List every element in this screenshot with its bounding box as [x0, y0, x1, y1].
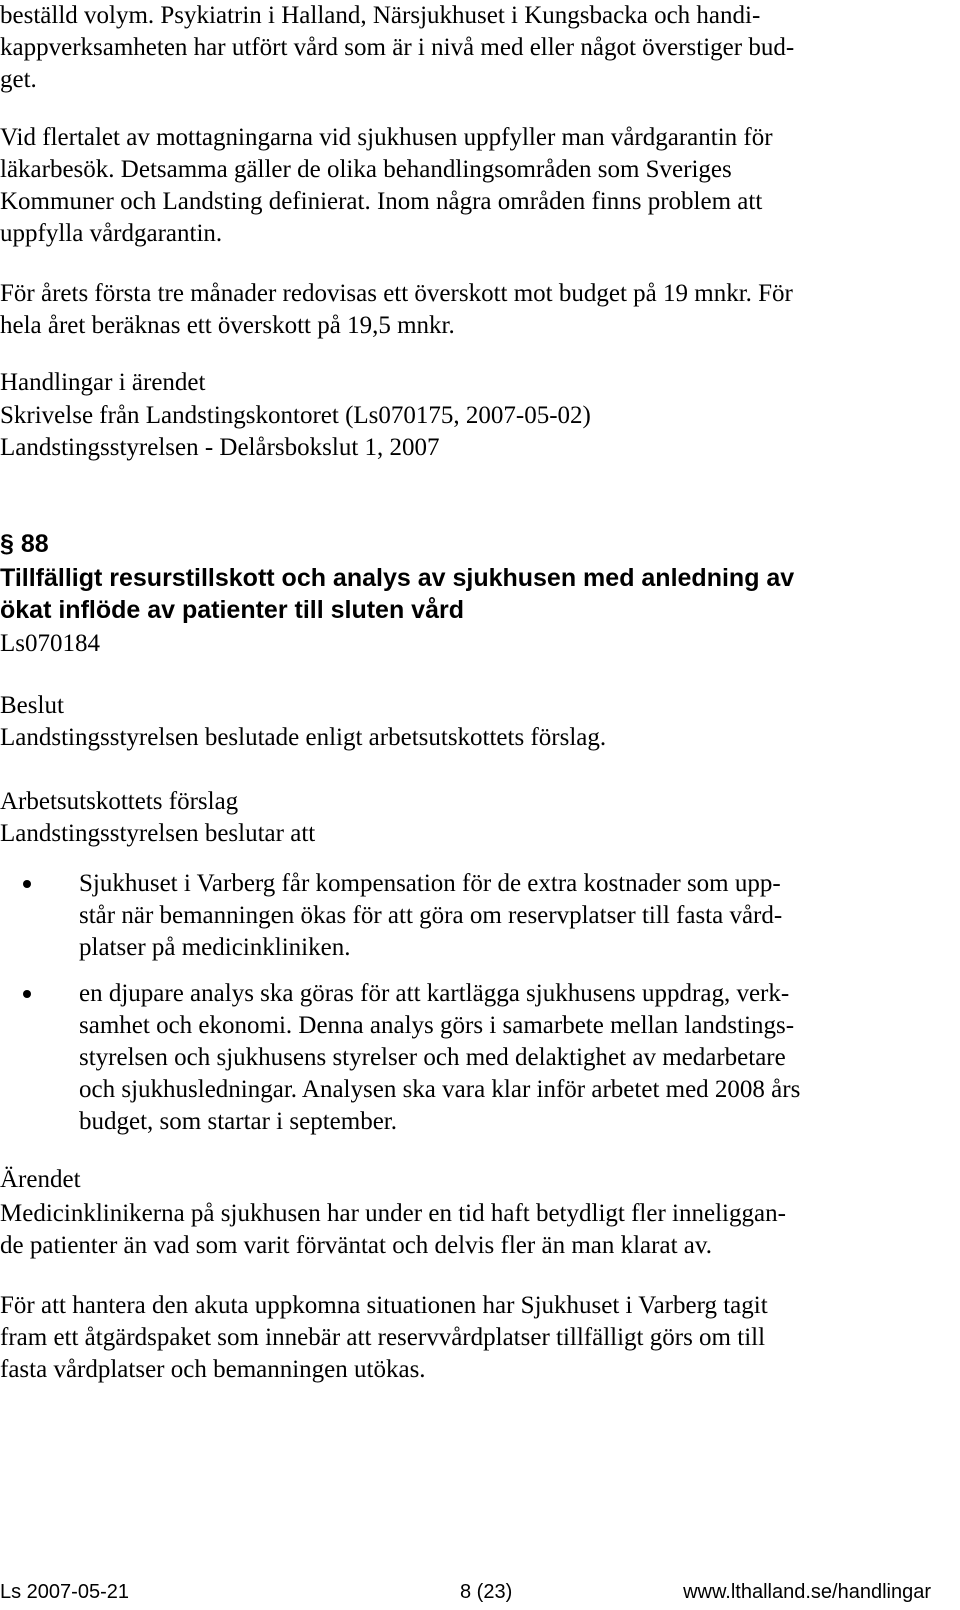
bullet-2-line-1: en djupare analys ska göras för att kartlägga sjukhusens uppdrag, verk-: [79, 980, 790, 1007]
handlingar-item-2: Landstingsstyrelsen - Delårsbokslut 1, 2007: [0, 434, 440, 461]
forslag-intro: Landstingsstyrelsen beslutar att: [0, 820, 316, 847]
budget-line-1: För årets första tre månader redovisas ett överskott mot budget på 19 mnkr. För: [0, 280, 793, 307]
arendet-p1-line-2: de patienter än vad som varit förväntat och delvis fler än man klarat av.: [0, 1232, 712, 1259]
bullet-2-line-3: styrelsen och sjukhusens styrelser och med delaktighet av medarbetare: [79, 1044, 786, 1071]
vardgaranti-line-3: Kommuner och Landsting definierat. Inom några områden finns problem att: [0, 188, 763, 215]
arendet-p1-line-1: Medicinklinikerna på sjukhusen har under en tid haft betydligt fler inneliggan-: [0, 1200, 786, 1227]
budget-line-2: hela året beräknas ett överskott på 19,5 mnkr.: [0, 312, 455, 339]
section-title-line-2: ökat inflöde av patienter till sluten vård: [0, 596, 464, 624]
vardgaranti-line-2: läkarbesök. Detsamma gäller de olika behandlingsområden som Sveriges: [0, 156, 732, 183]
section-number-value: 88: [20, 530, 49, 558]
forslag-heading: Arbetsutskottets förslag: [0, 788, 239, 815]
beslut-text: Landstingsstyrelsen beslutade enligt arbetsutskottets förslag.: [0, 724, 607, 751]
bullet-2-line-2: samhet och ekonomi. Denna analys görs i samarbete mellan landstings-: [79, 1012, 795, 1039]
bullet-icon: [23, 990, 31, 998]
paragraph-sign: §: [0, 530, 14, 558]
intro-line-1: beställd volym. Psykiatrin i Halland, Närsjukhuset i Kungsbacka och handi-: [0, 2, 761, 29]
bullet-icon: [23, 880, 31, 888]
section-title-line-1: Tillfälligt resurstillskott och analys av sjukhusen med anledning av: [0, 564, 795, 592]
footer-left: Ls 2007-05-21: [0, 1581, 129, 1603]
bullet-2-line-5: budget, som startar i september.: [79, 1108, 397, 1135]
handlingar-heading: Handlingar i ärendet: [0, 369, 206, 396]
footer-link[interactable]: www.lthalland.se/handlingar: [683, 1581, 931, 1603]
bullet-1-line-1: Sjukhuset i Varberg får kompensation för de extra kostnader som upp-: [79, 870, 781, 897]
arendet-p2-line-3: fasta vårdplatser och bemanningen utökas.: [0, 1356, 426, 1383]
handlingar-item-1: Skrivelse från Landstingskontoret (Ls070175, 2007-05-02): [0, 402, 591, 429]
bullet-2-line-4: och sjukhusledningar. Analysen ska vara klar inför arbetet med 2008 års: [79, 1076, 801, 1103]
arendet-p2-line-2: fram ett åtgärdspaket som innebär att reservvårdplatser tillfälligt görs om till: [0, 1324, 766, 1351]
section-reference: Ls070184: [0, 630, 100, 657]
bullet-1-line-3: platser på medicinkliniken.: [79, 934, 351, 961]
vardgaranti-line-4: uppfylla vårdgarantin.: [0, 220, 223, 247]
vardgaranti-line-1: Vid flertalet av mottagningarna vid sjukhusen uppfyller man vårdgarantin för: [0, 124, 773, 151]
intro-line-2: kappverksamheten har utfört vård som är i nivå med eller något överstiger bud-: [0, 34, 795, 61]
bullet-1-line-2: står när bemanningen ökas för att göra om reservplatser till fasta vård-: [79, 902, 783, 929]
intro-line-3: get.: [0, 66, 37, 93]
arendet-p2-line-1: För att hantera den akuta uppkomna situationen har Sjukhuset i Varberg tagit: [0, 1292, 768, 1319]
footer-page-number: 8 (23): [460, 1581, 513, 1603]
section-number: [0, 528, 49, 560]
beslut-heading: Beslut: [0, 692, 64, 719]
arendet-heading: Ärendet: [0, 1166, 81, 1193]
